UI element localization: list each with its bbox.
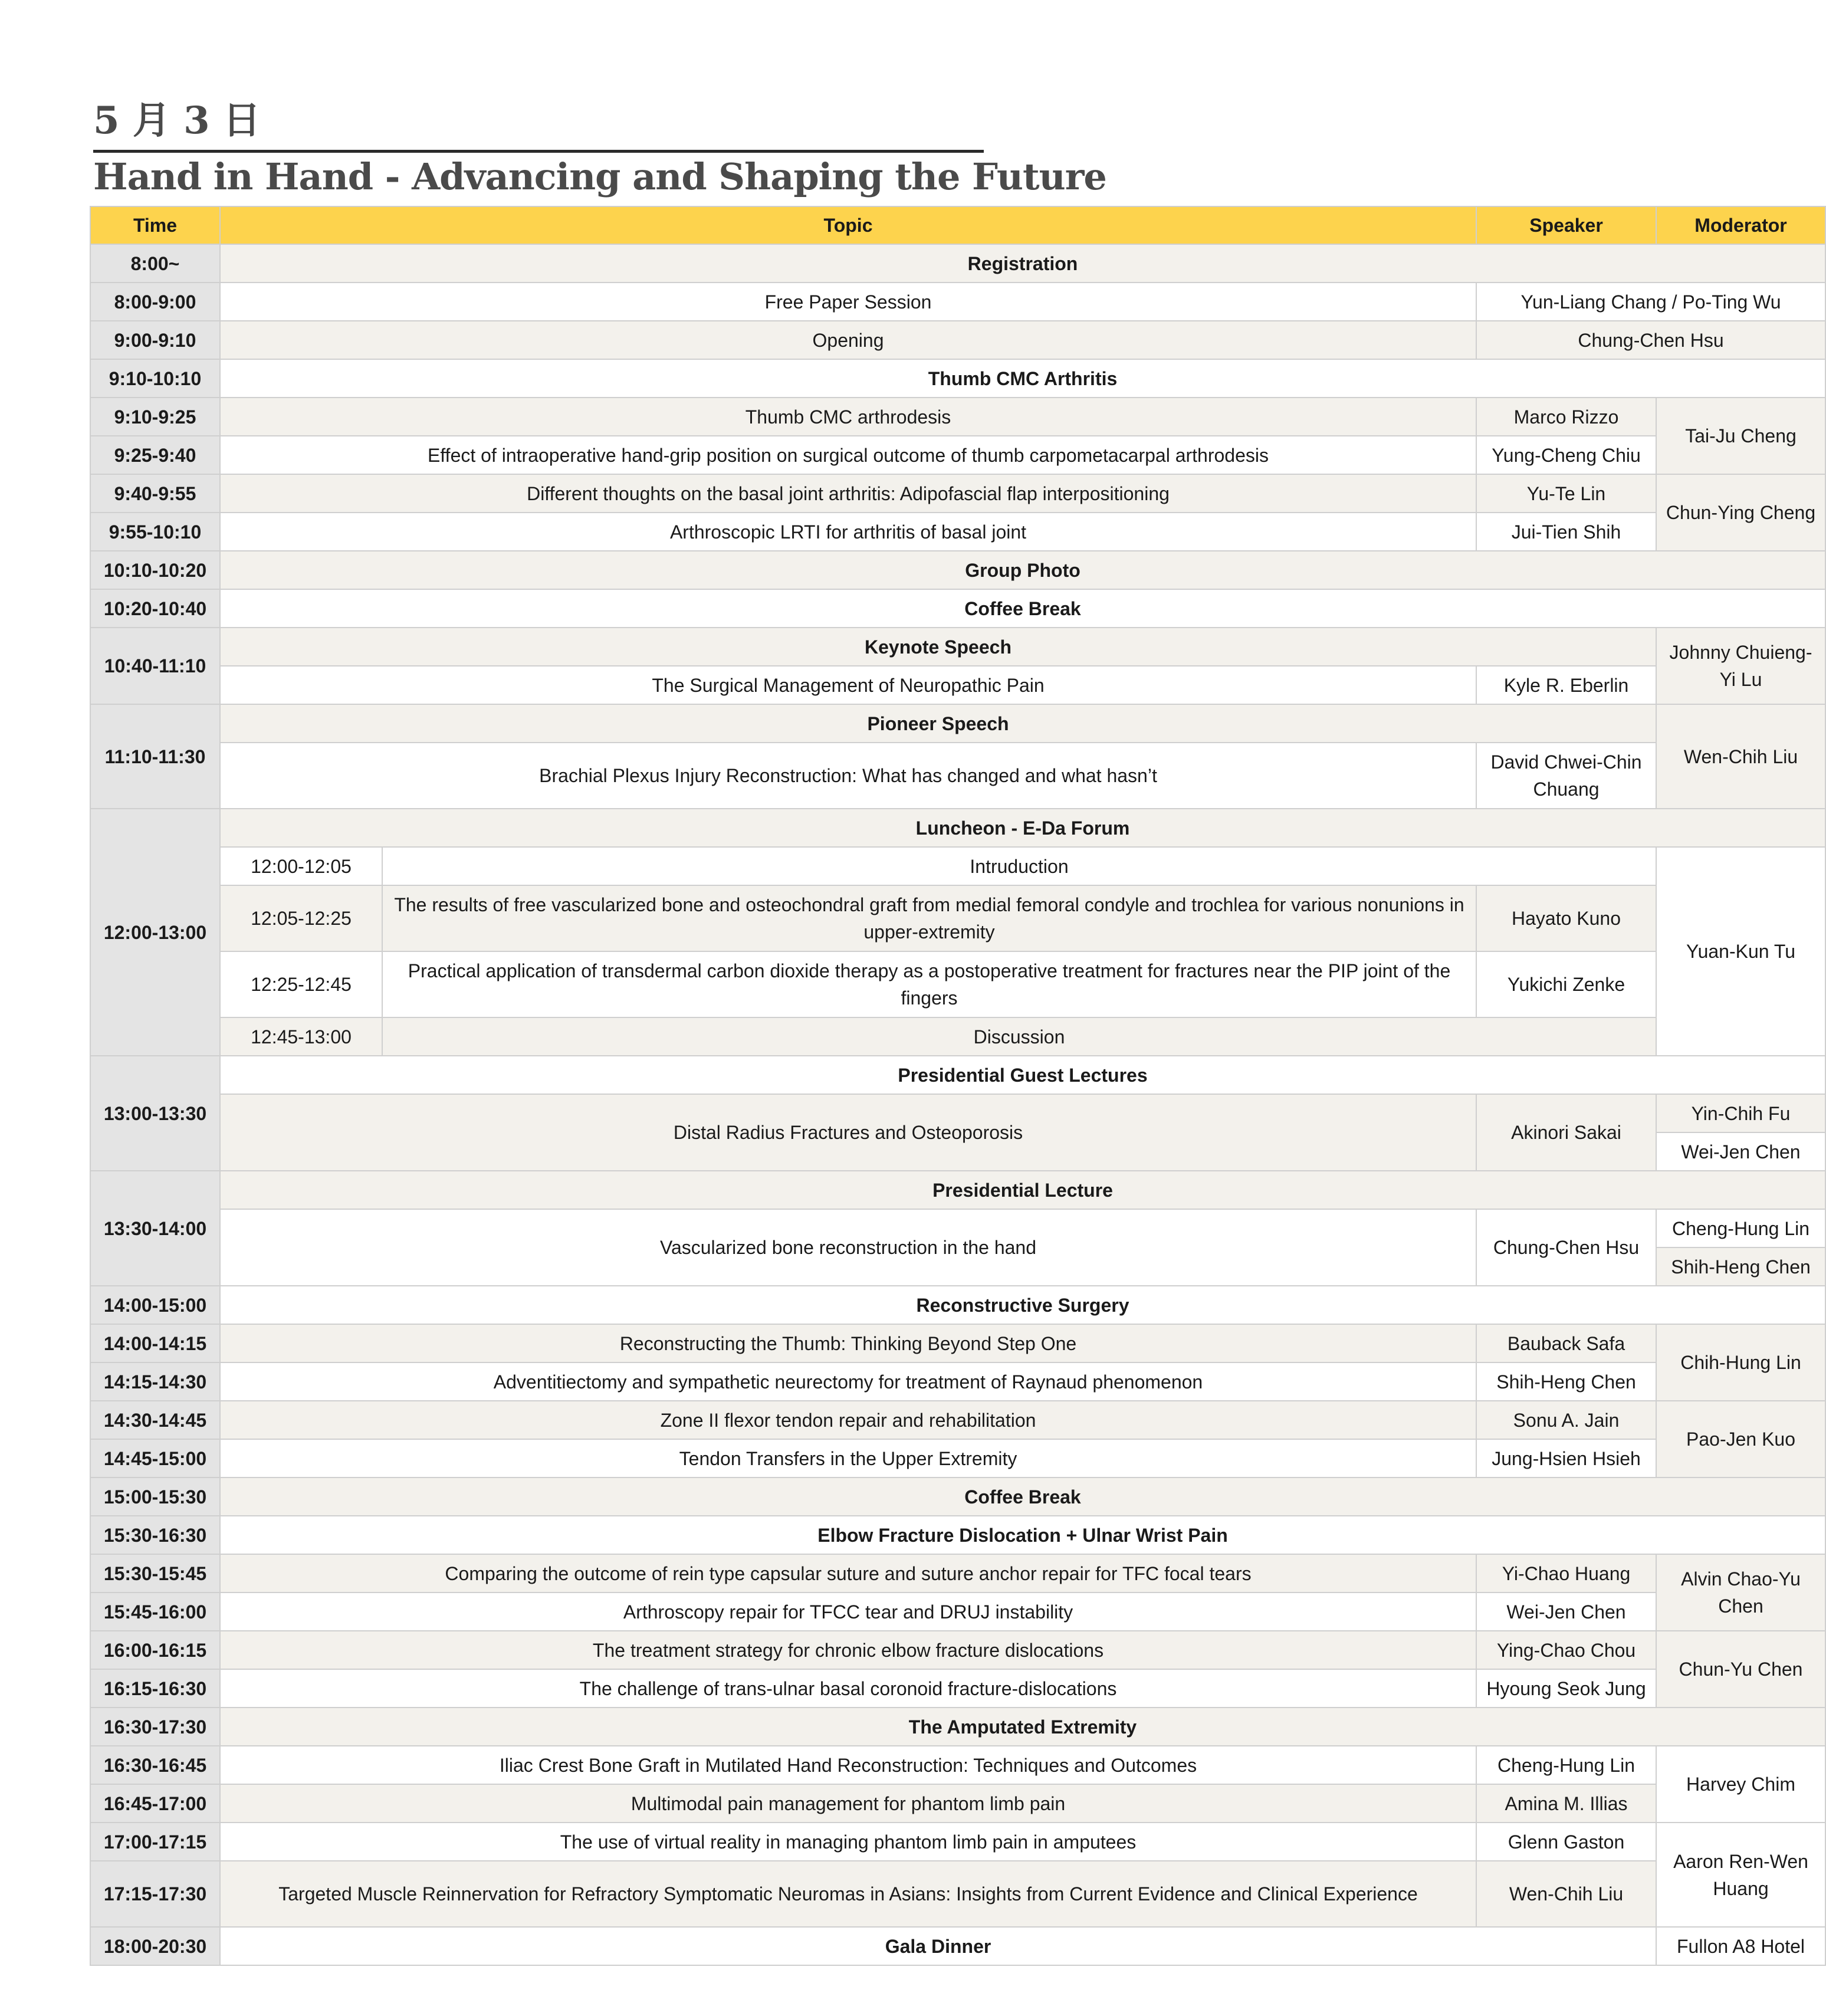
subtime-cell: 12:25-12:45 xyxy=(220,951,382,1017)
topic-cell: Adventitiectomy and sympathetic neurectomy for treatment of Raynaud phenomenon xyxy=(220,1362,1476,1401)
time-cell: 15:30-16:30 xyxy=(90,1516,220,1554)
topic-cell: Targeted Muscle Reinnervation for Refractory Symptomatic Neuromas in Asians: Insights from Current Evidence and Clinical Experience xyxy=(220,1861,1476,1927)
moderator-cell: Alvin Chao-Yu Chen xyxy=(1656,1554,1825,1631)
table-row xyxy=(90,847,1825,885)
moderator-cell: Harvey Chim xyxy=(1656,1746,1825,1823)
topic-cell: Multimodal pain management for phantom limb pain xyxy=(220,1784,1476,1823)
table-row xyxy=(90,1439,1825,1477)
table-row xyxy=(90,809,1825,847)
header-moderator: Moderator xyxy=(1656,206,1825,244)
moderator-cell: Chun-Yu Chen xyxy=(1656,1631,1825,1708)
table-row xyxy=(90,1823,1825,1861)
speaker-cell: Hyoung Seok Jung xyxy=(1476,1669,1656,1708)
section-title: Registration xyxy=(220,244,1825,283)
speaker-cell: Jung-Hsien Hsieh xyxy=(1476,1439,1656,1477)
speaker-cell: Yung-Cheng Chiu xyxy=(1476,436,1656,474)
table-row xyxy=(90,398,1825,436)
table-row xyxy=(90,244,1825,283)
speaker-cell: Akinori Sakai xyxy=(1476,1094,1656,1171)
topic-cell: Brachial Plexus Injury Reconstruction: What has changed and what hasn’t xyxy=(220,743,1476,809)
subtime-cell: 12:45-13:00 xyxy=(220,1017,382,1056)
speaker-cell: Yun-Liang Chang / Po-Ting Wu xyxy=(1476,283,1825,321)
topic-cell: Tendon Transfers in the Upper Extremity xyxy=(220,1439,1476,1477)
time-cell: 15:30-15:45 xyxy=(90,1554,220,1593)
table-row xyxy=(90,1362,1825,1401)
table-row xyxy=(90,551,1825,589)
table-row xyxy=(90,1669,1825,1708)
section-title: Elbow Fracture Dislocation + Ulnar Wrist Pain xyxy=(220,1516,1825,1554)
time-cell: 10:40-11:10 xyxy=(90,628,220,704)
moderator-cell: Yin-Chih Fu xyxy=(1656,1094,1825,1132)
table-row xyxy=(90,1593,1825,1631)
moderator-cell: Yuan-Kun Tu xyxy=(1656,847,1825,1056)
topic-cell: Vascularized bone reconstruction in the hand xyxy=(220,1209,1476,1286)
speaker-cell: Ying-Chao Chou xyxy=(1476,1631,1656,1669)
moderator-cell: Johnny Chuieng-Yi Lu xyxy=(1656,628,1825,704)
time-cell: 8:00-9:00 xyxy=(90,283,220,321)
moderator-cell: Tai-Ju Cheng xyxy=(1656,398,1825,474)
speaker-cell: Glenn Gaston xyxy=(1476,1823,1656,1861)
table-row xyxy=(90,359,1825,398)
moderator-cell: Chih-Hung Lin xyxy=(1656,1324,1825,1401)
table-row xyxy=(90,1094,1825,1132)
time-cell: 9:10-10:10 xyxy=(90,359,220,398)
time-cell: 8:00~ xyxy=(90,244,220,283)
time-cell: 16:45-17:00 xyxy=(90,1784,220,1823)
table-row xyxy=(90,1324,1825,1362)
speaker-cell: Jui-Tien Shih xyxy=(1476,513,1656,551)
speaker-cell: Cheng-Hung Lin xyxy=(1476,1746,1656,1784)
table-row xyxy=(90,1927,1825,1965)
speaker-cell: Wen-Chih Liu xyxy=(1476,1861,1656,1927)
section-title: Reconstructive Surgery xyxy=(220,1286,1825,1324)
table-row xyxy=(90,1708,1825,1746)
section-title: Presidential Guest Lectures xyxy=(220,1056,1825,1094)
table-row xyxy=(90,1477,1825,1516)
page-title: Hand in Hand - Advancing and Shaping the Future xyxy=(93,155,1106,198)
topic-cell: Free Paper Session xyxy=(220,283,1476,321)
time-cell: 11:10-11:30 xyxy=(90,704,220,809)
header-time: Time xyxy=(90,206,220,244)
time-cell: 14:00-15:00 xyxy=(90,1286,220,1324)
speaker-cell: Kyle R. Eberlin xyxy=(1476,666,1656,704)
time-cell: 17:15-17:30 xyxy=(90,1861,220,1927)
time-cell: 9:25-9:40 xyxy=(90,436,220,474)
time-cell: 16:30-17:30 xyxy=(90,1708,220,1746)
topic-cell: Arthroscopic LRTI for arthritis of basal joint xyxy=(220,513,1476,551)
time-cell: 14:45-15:00 xyxy=(90,1439,220,1477)
time-cell: 15:45-16:00 xyxy=(90,1593,220,1631)
speaker-cell: Chung-Chen Hsu xyxy=(1476,321,1825,359)
time-cell: 9:00-9:10 xyxy=(90,321,220,359)
topic-cell: The results of free vascularized bone and osteochondral graft from medial femoral condyle and trochlea for various nonunions in upper-extremity xyxy=(382,885,1476,951)
subtime-cell: 12:00-12:05 xyxy=(220,847,382,885)
time-cell: 16:30-16:45 xyxy=(90,1746,220,1784)
table-row xyxy=(90,1784,1825,1823)
topic-cell: Intruduction xyxy=(382,847,1656,885)
time-cell: 17:00-17:15 xyxy=(90,1823,220,1861)
table-row xyxy=(90,1554,1825,1593)
speaker-cell: Marco Rizzo xyxy=(1476,398,1656,436)
time-cell: 16:00-16:15 xyxy=(90,1631,220,1669)
speaker-cell: Hayato Kuno xyxy=(1476,885,1656,951)
header-speaker: Speaker xyxy=(1476,206,1656,244)
topic-cell: Opening xyxy=(220,321,1476,359)
table-row xyxy=(90,704,1825,743)
table-row xyxy=(90,1401,1825,1439)
section-title: Keynote Speech xyxy=(220,628,1656,666)
time-cell: 9:40-9:55 xyxy=(90,474,220,513)
section-title: Thumb CMC Arthritis xyxy=(220,359,1825,398)
speaker-cell: Bauback Safa xyxy=(1476,1324,1656,1362)
topic-cell: The Surgical Management of Neuropathic Pain xyxy=(220,666,1476,704)
time-cell: 13:30-14:00 xyxy=(90,1171,220,1286)
time-cell: 18:00-20:30 xyxy=(90,1927,220,1965)
topic-cell: Discussion xyxy=(382,1017,1656,1056)
moderator-cell: Chun-Ying Cheng xyxy=(1656,474,1825,551)
table-row xyxy=(90,743,1825,809)
section-title: Luncheon - E-Da Forum xyxy=(220,809,1825,847)
speaker-cell: Yu-Te Lin xyxy=(1476,474,1656,513)
speaker-cell: Shih-Heng Chen xyxy=(1476,1362,1656,1401)
topic-cell: Thumb CMC arthrodesis xyxy=(220,398,1476,436)
moderator-cell: Cheng-Hung Lin xyxy=(1656,1209,1825,1247)
time-cell: 10:10-10:20 xyxy=(90,551,220,589)
table-row xyxy=(90,951,1825,1017)
time-cell: 14:00-14:15 xyxy=(90,1324,220,1362)
time-cell: 10:20-10:40 xyxy=(90,589,220,628)
speaker-cell: Wei-Jen Chen xyxy=(1476,1593,1656,1631)
table-row xyxy=(90,1746,1825,1784)
table-row xyxy=(90,321,1825,359)
speaker-cell: Chung-Chen Hsu xyxy=(1476,1209,1656,1286)
moderator-cell: Shih-Heng Chen xyxy=(1656,1247,1825,1286)
time-cell: 13:00-13:30 xyxy=(90,1056,220,1171)
moderator-cell: Wen-Chih Liu xyxy=(1656,704,1825,809)
table-row xyxy=(90,436,1825,474)
topic-cell: Distal Radius Fractures and Osteoporosis xyxy=(220,1094,1476,1171)
speaker-cell: Yi-Chao Huang xyxy=(1476,1554,1656,1593)
table-row xyxy=(90,628,1825,666)
section-title: Coffee Break xyxy=(220,589,1825,628)
topic-cell: Practical application of transdermal carbon dioxide therapy as a postoperative treatment for fractures near the PIP joint of the fingers xyxy=(382,951,1476,1017)
topic-cell: Different thoughts on the basal joint arthritis: Adipofascial flap interpositioning xyxy=(220,474,1476,513)
section-title: Pioneer Speech xyxy=(220,704,1656,743)
topic-cell: The treatment strategy for chronic elbow fracture dislocations xyxy=(220,1631,1476,1669)
time-cell: 14:30-14:45 xyxy=(90,1401,220,1439)
time-cell: 12:00-13:00 xyxy=(90,809,220,1056)
table-row xyxy=(90,1861,1825,1927)
topic-cell: Iliac Crest Bone Graft in Mutilated Hand Reconstruction: Techniques and Outcomes xyxy=(220,1746,1476,1784)
table-row xyxy=(90,1516,1825,1554)
time-cell: 15:00-15:30 xyxy=(90,1477,220,1516)
table-row xyxy=(90,885,1825,951)
moderator-cell: Pao-Jen Kuo xyxy=(1656,1401,1825,1477)
topic-cell: Zone II flexor tendon repair and rehabilitation xyxy=(220,1401,1476,1439)
topic-cell: Reconstructing the Thumb: Thinking Beyond Step One xyxy=(220,1324,1476,1362)
moderator-cell: Wei-Jen Chen xyxy=(1656,1132,1825,1171)
speaker-cell: Yukichi Zenke xyxy=(1476,951,1656,1017)
header-topic: Topic xyxy=(220,206,1476,244)
time-cell: 16:15-16:30 xyxy=(90,1669,220,1708)
table-row xyxy=(90,666,1825,704)
table-header-row xyxy=(90,206,1825,244)
table-row xyxy=(90,1631,1825,1669)
date-heading: 5 月 3 日 xyxy=(93,98,261,143)
moderator-cell: Fullon A8 Hotel xyxy=(1656,1927,1825,1965)
topic-cell: The challenge of trans-ulnar basal coronoid fracture-dislocations xyxy=(220,1669,1476,1708)
section-title: Coffee Break xyxy=(220,1477,1825,1516)
table-row xyxy=(90,1056,1825,1094)
moderator-cell: Aaron Ren-Wen Huang xyxy=(1656,1823,1825,1927)
agenda-table xyxy=(90,206,1826,1966)
table-row xyxy=(90,1286,1825,1324)
time-cell: 9:55-10:10 xyxy=(90,513,220,551)
time-cell: 9:10-9:25 xyxy=(90,398,220,436)
speaker-cell: Amina M. Illias xyxy=(1476,1784,1656,1823)
speaker-cell: David Chwei-Chin Chuang xyxy=(1476,743,1656,809)
table-row xyxy=(90,1209,1825,1247)
section-title: Group Photo xyxy=(220,551,1825,589)
topic-cell: Arthroscopy repair for TFCC tear and DRUJ instability xyxy=(220,1593,1476,1631)
table-row xyxy=(90,283,1825,321)
section-title: Gala Dinner xyxy=(220,1927,1656,1965)
topic-cell: The use of virtual reality in managing phantom limb pain in amputees xyxy=(220,1823,1476,1861)
table-row xyxy=(90,513,1825,551)
table-row xyxy=(90,589,1825,628)
section-title: Presidential Lecture xyxy=(220,1171,1825,1209)
section-title: The Amputated Extremity xyxy=(220,1708,1825,1746)
topic-cell: Comparing the outcome of rein type capsular suture and suture anchor repair for TFC focal tears xyxy=(220,1554,1476,1593)
speaker-cell: Sonu A. Jain xyxy=(1476,1401,1656,1439)
topic-cell: Effect of intraoperative hand-grip position on surgical outcome of thumb carpometacarpal arthrodesis xyxy=(220,436,1476,474)
subtime-cell: 12:05-12:25 xyxy=(220,885,382,951)
time-cell: 14:15-14:30 xyxy=(90,1362,220,1401)
table-row xyxy=(90,1017,1825,1056)
table-row xyxy=(90,1171,1825,1209)
table-row xyxy=(90,474,1825,513)
